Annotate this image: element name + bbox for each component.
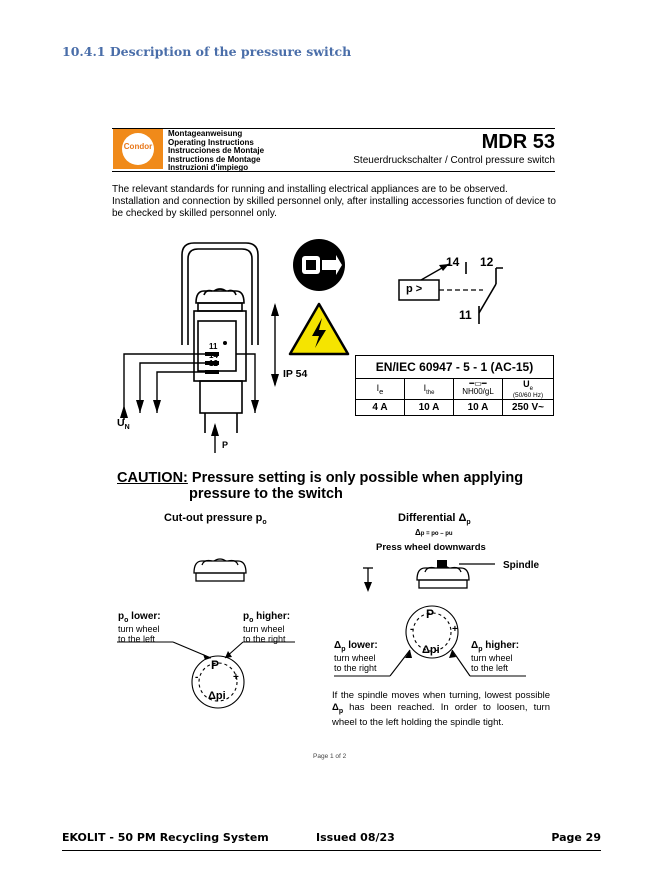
- standard-table: [355, 355, 554, 416]
- plug-disconnect-icon: [292, 238, 346, 292]
- pressure-label: P: [222, 440, 229, 450]
- cutout-title: Cut-out pressure $p_o$: [164, 512, 267, 527]
- standard-table-title: EN/IEC 60947 - 5 - 1 (AC-15): [356, 356, 554, 379]
- header-fuse: ━▭━ NH00/gL: [454, 379, 503, 400]
- cutout-wheel-dp: Δpi: [208, 690, 226, 702]
- value-ithe: 10 A: [405, 399, 454, 415]
- differential-formula: Δp = po – pu: [415, 528, 453, 537]
- fuse-icon: ━▭━: [469, 379, 487, 389]
- header-ie: $I_e$: [356, 379, 405, 400]
- header-ue: $U_e$ (50/60 Hz): [503, 379, 554, 400]
- spindle-note: If the spindle moves when turning, lowest possible $\Delta_p$ has been reached. In order to loosen, turn wheel to the left holding the spindle tight.: [332, 690, 550, 728]
- value-fuse: 10 A: [454, 399, 503, 415]
- instruction-en: Operating Instructions: [168, 137, 254, 147]
- caution-line2: pressure to the switch: [189, 486, 343, 502]
- cutout-wheel-p: P: [211, 658, 220, 672]
- logo-text: Condor: [123, 142, 153, 151]
- value-ue: 250 V~: [503, 399, 554, 415]
- instructions-list: [168, 130, 264, 173]
- contact-11: 11: [459, 308, 472, 322]
- footer-system-name: EKOLIT - 50 PM Recycling System: [62, 831, 269, 844]
- caution-notice: [117, 470, 523, 502]
- diff-wheel-minus: -: [410, 624, 414, 635]
- contact-12: 12: [480, 255, 494, 269]
- un-label: $U_N$: [117, 417, 130, 432]
- cutout-lower: $p_o$ lower: turn wheel to the left: [118, 611, 161, 644]
- footer-page-number: Page 29: [551, 831, 601, 844]
- diff-wheel-p: P: [426, 607, 435, 621]
- cutout-wheel-minus: -: [195, 672, 199, 683]
- page-of-label: Page 1 of 2: [313, 753, 347, 760]
- caution-label: CAUTION:: [117, 470, 188, 486]
- terminal-14: 14: [209, 350, 218, 360]
- footer-issued: Issued 08/23: [316, 831, 395, 844]
- header-ithe: $I_{the}$: [405, 379, 454, 400]
- caution-line1: Pressure setting is only possible when applying: [187, 470, 524, 486]
- diff-wheel-dp: Δpi: [422, 644, 440, 656]
- instruction-de: Montageanweisung: [168, 129, 243, 138]
- contact-14: 14: [446, 255, 460, 269]
- spindle-label: Spindle: [503, 560, 540, 571]
- terminal-12: 12: [209, 359, 218, 368]
- cutout-higher: $p_o$ higher: turn wheel to the right: [243, 611, 291, 644]
- high-voltage-warning-icon: [288, 302, 350, 356]
- instruction-es: Instrucciones de Montaje: [168, 146, 265, 156]
- differential-higher: $\Delta_p$ higher: turn wheel to the left: [471, 640, 520, 673]
- value-ie: 4 A: [356, 399, 405, 415]
- instruction-it: Instruzioni d'impiego: [168, 163, 249, 173]
- model-title: MDR 53: [481, 131, 555, 153]
- product-subtitle: Steuerdruckschalter / Control pressure switch: [353, 155, 555, 166]
- contact-box-label: p >: [406, 283, 423, 295]
- terminal-11: 11: [209, 342, 218, 351]
- ip-rating: IP 54: [283, 368, 308, 380]
- intro-text: The relevant standards for running and installing electrical appliances are to be observed. Installation and connection by skilled personnel only, after installing accessories function of device to be checked by skilled personnel only.: [112, 184, 556, 219]
- differential-lower: $\Delta_p$ lower: turn wheel to the right: [334, 640, 378, 673]
- instruction-fr: Instructions de Montage: [168, 154, 261, 164]
- section-title: 10.4.1 Description of the pressure switch: [62, 44, 352, 59]
- cutout-wheel-plus: +: [233, 672, 239, 683]
- press-instruction: Press wheel downwards: [376, 542, 486, 553]
- differential-title: Differential $\Delta_p$: [398, 512, 471, 527]
- page-footer: [62, 828, 601, 851]
- wheel-side-icon: [190, 555, 250, 585]
- diff-wheel-plus: +: [452, 624, 458, 635]
- terminal-labels: [209, 343, 218, 369]
